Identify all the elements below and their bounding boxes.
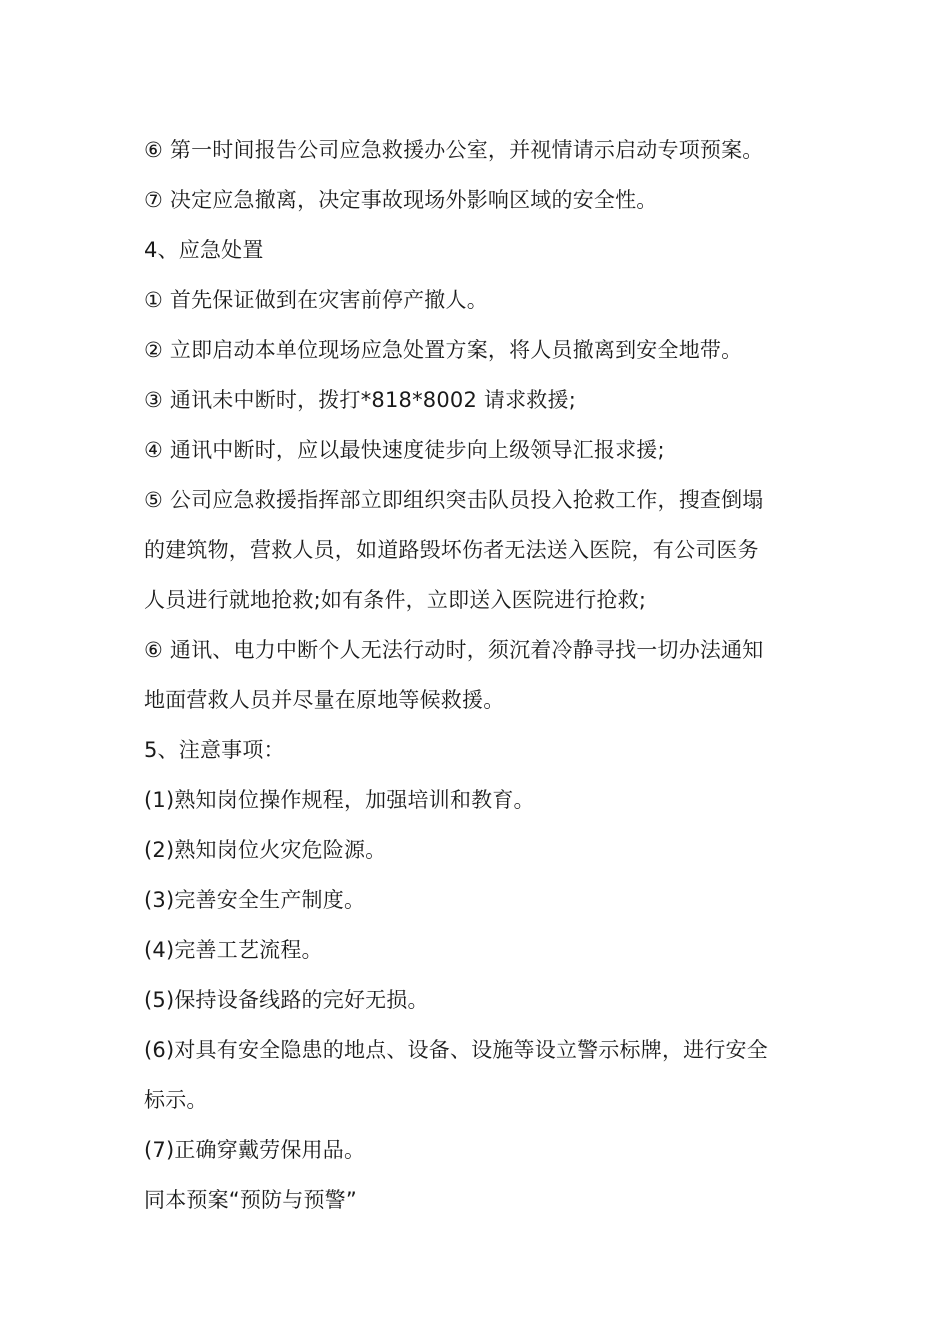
text-line: (5)保持设备线路的完好无损。 — [144, 988, 429, 1012]
section-heading-emergency-response: 4、应急处置 — [144, 238, 264, 262]
text-line: (2)熟知岗位火灾危险源。 — [144, 838, 387, 862]
text-line: 的建筑物，营救人员，如道路毁坏伤者无法送入医院，有公司医务 — [144, 538, 759, 562]
text-line: (1)熟知岗位操作规程，加强培训和教育。 — [144, 788, 535, 812]
text-line: ② 立即启动本单位现场应急处置方案，将人员撤离到安全地带。 — [144, 338, 743, 362]
text-line: (3)完善安全生产制度。 — [144, 888, 366, 912]
text-line: (6)对具有安全隐患的地点、设备、设施等设立警示标牌，进行安全 — [144, 1038, 768, 1062]
document-body — [144, 125, 810, 1225]
text-line: ④ 通讯中断时，应以最快速度徒步向上级领导汇报求援; — [144, 438, 665, 462]
text-line: ① 首先保证做到在灾害前停产撤人。 — [144, 288, 488, 312]
text-line: (4)完善工艺流程。 — [144, 938, 323, 962]
text-line: 地面营救人员并尽量在原地等候救援。 — [144, 688, 505, 712]
text-line: 同本预案“预防与预警” — [144, 1188, 357, 1212]
text-line: ⑦ 决定应急撤离，决定事故现场外影响区域的安全性。 — [144, 188, 658, 212]
text-line: ⑥ 通讯、电力中断个人无法行动时，须沉着冷静寻找一切办法通知 — [144, 638, 764, 662]
text-line: (7)正确穿戴劳保用品。 — [144, 1138, 366, 1162]
text-line: ⑥ 第一时间报告公司应急救援办公室，并视情请示启动专项预案。 — [144, 138, 764, 162]
text-line: ⑤ 公司应急救援指挥部立即组织突击队员投入抢救工作，搜查倒塌 — [144, 488, 764, 512]
text-line: 标示。 — [144, 1088, 208, 1112]
text-line: ③ 通讯未中断时，拨打*818*8002 请求救援; — [144, 388, 576, 412]
section-heading-precautions: 5、注意事项： — [144, 738, 285, 762]
text-line: 人员进行就地抢救;如有条件，立即送入医院进行抢救; — [144, 588, 647, 612]
